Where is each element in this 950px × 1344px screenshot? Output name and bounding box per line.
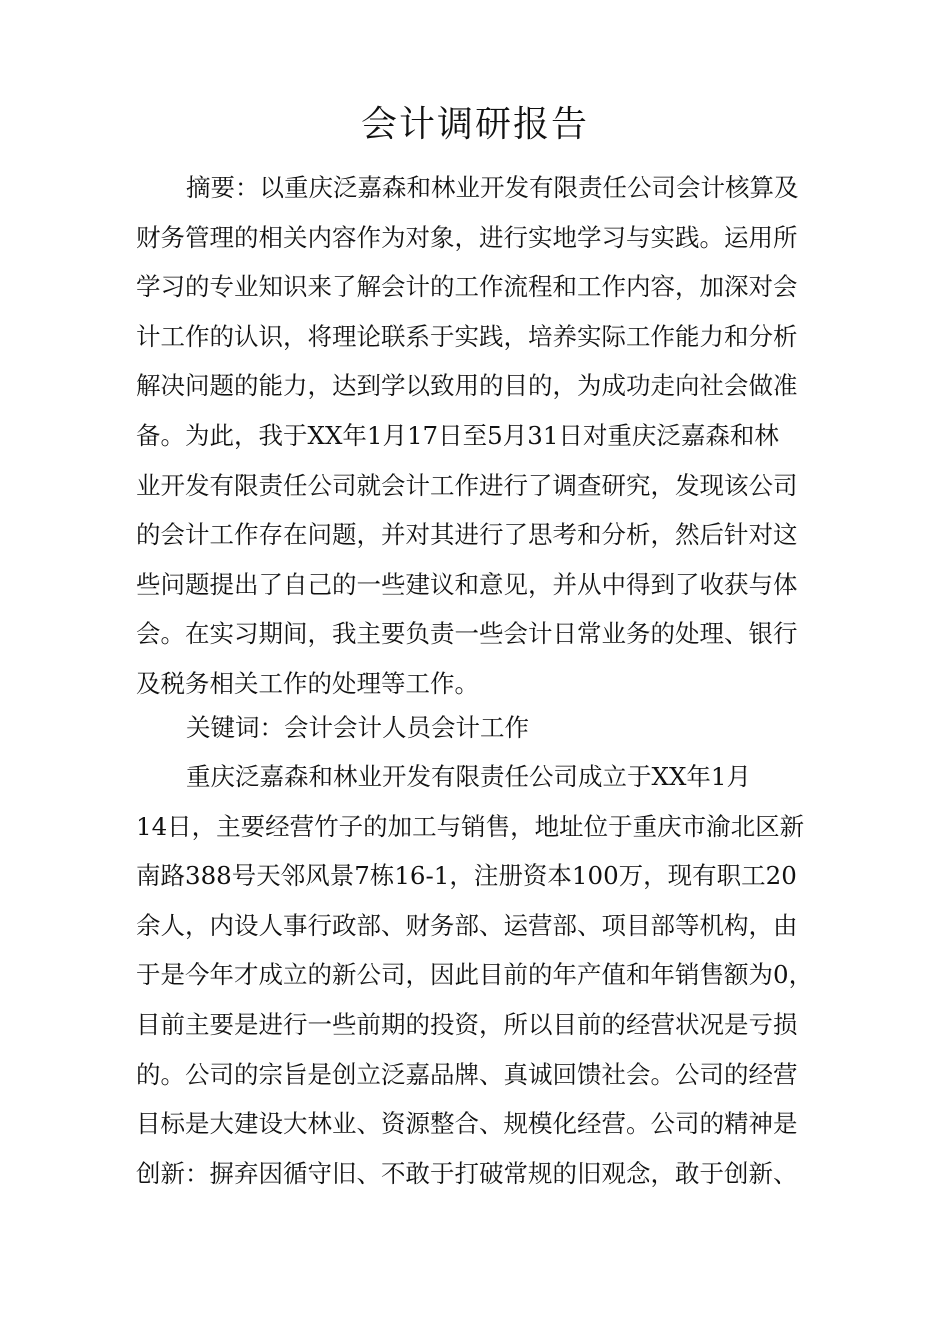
abstract-line: 摘要：以重庆泛嘉森和林业开发有限责任公司会计核算及 <box>186 173 799 202</box>
abstract-line: 些问题提出了自己的一些建议和意见，并从中得到了收获与体 <box>136 569 798 599</box>
intro-line: 目前主要是进行一些前期的投资，所以目前的经营状况是亏损 <box>136 1009 798 1039</box>
abstract-line: 备。为此，我于XX年1月17日至5月31日对重庆泛嘉森和林 <box>136 420 779 450</box>
keywords-paragraph <box>136 703 826 753</box>
abstract-line: 财务管理的相关内容作为对象，进行实地学习与实践。运用所 <box>136 222 798 252</box>
abstract-line: 计工作的认识，将理论联系于实践，培养实际工作能力和分析 <box>136 321 798 351</box>
abstract-paragraph <box>136 163 826 709</box>
intro-line: 创新：摒弃因循守旧、不敢于打破常规的旧观念，敢于创新、 <box>136 1158 798 1188</box>
document-title: 会计调研报告 <box>360 104 589 145</box>
abstract-line: 解决问题的能力，达到学以致用的目的，为成功走向社会做准 <box>136 371 798 401</box>
intro-line: 的。公司的宗旨是创立泛嘉品牌、真诚回馈社会。公司的经营 <box>136 1059 798 1089</box>
intro-line: 目标是大建设大林业、资源整合、规模化经营。公司的精神是 <box>136 1109 798 1139</box>
intro-line: 南路388号天邻风景7栋16-1，注册资本100万，现有职工20 <box>136 861 797 891</box>
intro-line: 14日，主要经营竹子的加工与销售，地址位于重庆市渝北区新 <box>136 811 805 841</box>
abstract-line: 会。在实习期间，我主要负责一些会计日常业务的处理、银行 <box>136 619 798 649</box>
intro-line: 余人，内设人事行政部、财务部、运营部、项目部等机构，由 <box>136 910 798 940</box>
abstract-line: 的会计工作存在问题，并对其进行了思考和分析，然后针对这 <box>136 520 798 550</box>
company-intro-paragraph <box>136 752 826 1198</box>
intro-line: 重庆泛嘉森和林业开发有限责任公司成立于XX年1月 <box>186 762 751 791</box>
abstract-line: 业开发有限责任公司就会计工作进行了调查研究，发现该公司 <box>136 470 798 500</box>
keywords-line: 关键词：会计会计人员会计工作 <box>186 713 529 742</box>
abstract-line: 及税务相关工作的处理等工作。 <box>136 668 479 698</box>
abstract-line: 学习的专业知识来了解会计的工作流程和工作内容，加深对会 <box>136 272 798 302</box>
intro-line: 于是今年才成立的新公司，因此目前的年产值和年销售额为0， <box>136 960 814 990</box>
